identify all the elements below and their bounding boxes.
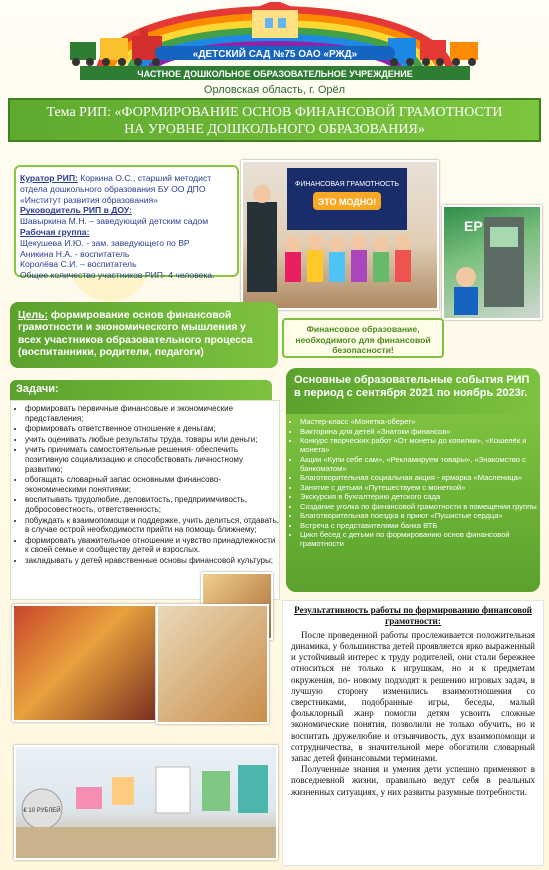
task-item: • учить принимать самостоятельные решения- обеспечить позитивную социализацию и способствовать личностному развитию; xyxy=(25,445,279,474)
coin-text: € 10 РУБЛЕЙ xyxy=(23,808,61,814)
tasks-title: Задачи: xyxy=(10,380,272,400)
photo-children-group xyxy=(241,160,439,310)
group-label: Рабочая группа: xyxy=(20,226,90,237)
curator-label: Куратор РИП: xyxy=(20,173,78,183)
page-title xyxy=(8,98,541,142)
results-paragraph: После проведенной работы прослеживается положительная динамика, у большинства детей проявляется ярко выраженный и устойчивый интерес к труду родителей, они стали бережнее относиться не только к игрушкам, но и к предметам окружения, по- новому подходят к решению игровых задач, в лучшую сторону изменились взаимоотношения со сверстниками, подобранные игры, беседы, малый фольклорный жанр помогли детям усвоить сложные экономические понятия, позволили не только обучить, но и воспитать дружелюбие и отзывчивость, дух взаимопомощи и сотрудничества, в значительной мере обогатили словарный запас детей финансовыми терминами. xyxy=(291,629,535,764)
event-item: • Мастер-класс «Монетка-оберег» xyxy=(300,417,540,426)
title-line-2: НА УРОВНЕ ДОШКОЛЬНОГО ОБРАЗОВАНИЯ» xyxy=(124,122,425,137)
task-item: • закладывать у детей нравственные основы финансовой культуры; xyxy=(25,556,279,566)
events-title: Основные образовательные события РИП в период с сентября 2021 по ноябрь 2023г. xyxy=(286,368,540,414)
atm-illustration xyxy=(444,207,540,318)
lead-text: Шавыркина М.Н. – заведующий детским садом xyxy=(20,216,209,227)
photo-display-stand xyxy=(156,604,269,724)
event-item: • Конкурс творческих работ «От монеты до копилки», «Кошелёк и монета» xyxy=(300,436,540,454)
photo-game-materials xyxy=(14,745,278,860)
task-item: • формировать первичные финансовые и экономические представления; xyxy=(25,404,279,423)
task-item: • формировать уважительное отношение и чувство принадлежности к своей семье и сообществу детей и взрослых. xyxy=(25,536,279,555)
event-item: • Благотворительная поездка в приют «Пушистые сердца» xyxy=(300,511,540,520)
event-item: • Благотворительная социальная акция - ярмарка «Масленица» xyxy=(300,473,540,482)
screen-text-1: ФИНАНСОВАЯ ГРАМОТНОСТЬ xyxy=(295,181,399,188)
events-panel xyxy=(286,414,540,592)
task-item: • побуждать к взаимопомощи и поддержке, учить делиться, отдавать, в случае острой необходимости прийти на помощь ближнему; xyxy=(25,516,279,535)
task-item: • учить оценивать любые результаты труда, товары или деньги; xyxy=(25,435,279,445)
group-member: Щекушева И.Ю. - зам. заведующего по ВР xyxy=(20,237,190,248)
header-rainbow-logo xyxy=(60,2,490,84)
region-caption: Орловская область, г. Орёл xyxy=(203,84,346,96)
title-line-1: Тема РИП: «ФОРМИРОВАНИЕ ОСНОВ ФИНАНСОВОЙ ГРАМОТНОСТИ xyxy=(46,105,503,120)
events-list xyxy=(286,417,540,548)
results-panel xyxy=(282,600,544,866)
game-materials-illustration xyxy=(16,747,276,858)
event-item: • Встреча с представителями банка ВТБ xyxy=(300,521,540,530)
photo-crafts-fair xyxy=(12,604,157,722)
event-item: • Викторина для детей «Знатоки финансов» xyxy=(300,427,540,436)
task-item: • формировать ответственное отношение к деньгам; xyxy=(25,424,279,434)
kindergarten-sign-text: «ДЕТСКИЙ САД №75 ОАО «РЖД» xyxy=(192,49,358,60)
bank-logo-text: ЕР xyxy=(464,218,483,234)
curator-panel xyxy=(14,165,239,281)
event-item: • Экскурсия в бухгалтерию детского сада xyxy=(300,492,540,501)
curator-text: Коркина О.С., старший методист отдела дошкольного образования БУ ОО ДПО «Институт развития образования» xyxy=(20,173,212,205)
results-paragraph: Полученные знания и умения дети успешно применяют в повседневной жизни, правильно ведут себя в реальных жизненных ситуациях, у них развиты разумные потребности. xyxy=(291,764,535,797)
results-title: Результативность работы по формированию финансовой грамотности: xyxy=(294,605,532,627)
event-item: • Цикл бесед с детьми по формированию основ финансовой грамотности xyxy=(300,530,540,548)
tasks-panel xyxy=(10,400,280,600)
event-item: • Акции «Купи себе сам», «Рекламируем товары», «Знакомство с банкоматом» xyxy=(300,455,540,473)
goal-text: формирование основ финансовой грамотности и экономического мышления у всех участников образовательного процесса (воспитанники, родители, педагоги) xyxy=(18,310,253,359)
goal-panel xyxy=(10,302,278,368)
goal-label: Цель: xyxy=(18,310,48,321)
tasks-list xyxy=(11,404,279,566)
group-member: Королёва С.И. – воспитатель xyxy=(20,259,137,270)
photo-atm xyxy=(442,205,542,320)
event-item: • Создание уголка по финансовой грамотности в помещении группы xyxy=(300,502,540,511)
photo-children-illustration xyxy=(243,162,437,308)
institution-type-text: ЧАСТНОЕ ДОШКОЛЬНОЕ ОБРАЗОВАТЕЛЬНОЕ УЧРЕЖДЕНИЕ xyxy=(137,69,413,79)
event-item: • Занятие с детьми «Путешествуем с монеткой» xyxy=(300,483,540,492)
group-total: Общее количество участников РИП- 4 человека. xyxy=(20,270,215,281)
group-member: Аникина Н.А. - воспитатель xyxy=(20,248,130,259)
lead-label: Руководитель РИП в ДОУ: xyxy=(20,205,132,216)
task-item: • обогащать словарный запас основными финансово-экономическими понятиями; xyxy=(25,475,279,494)
screen-text-2: ЭТО МОДНО! xyxy=(317,197,377,207)
slogan-box: Финансовое образование, необходимого для финансовой безопасности! xyxy=(282,318,444,358)
task-item: • воспитывать трудолюбие, деловитость, предприимчивость, добросовестность, ответственность; xyxy=(25,495,279,514)
